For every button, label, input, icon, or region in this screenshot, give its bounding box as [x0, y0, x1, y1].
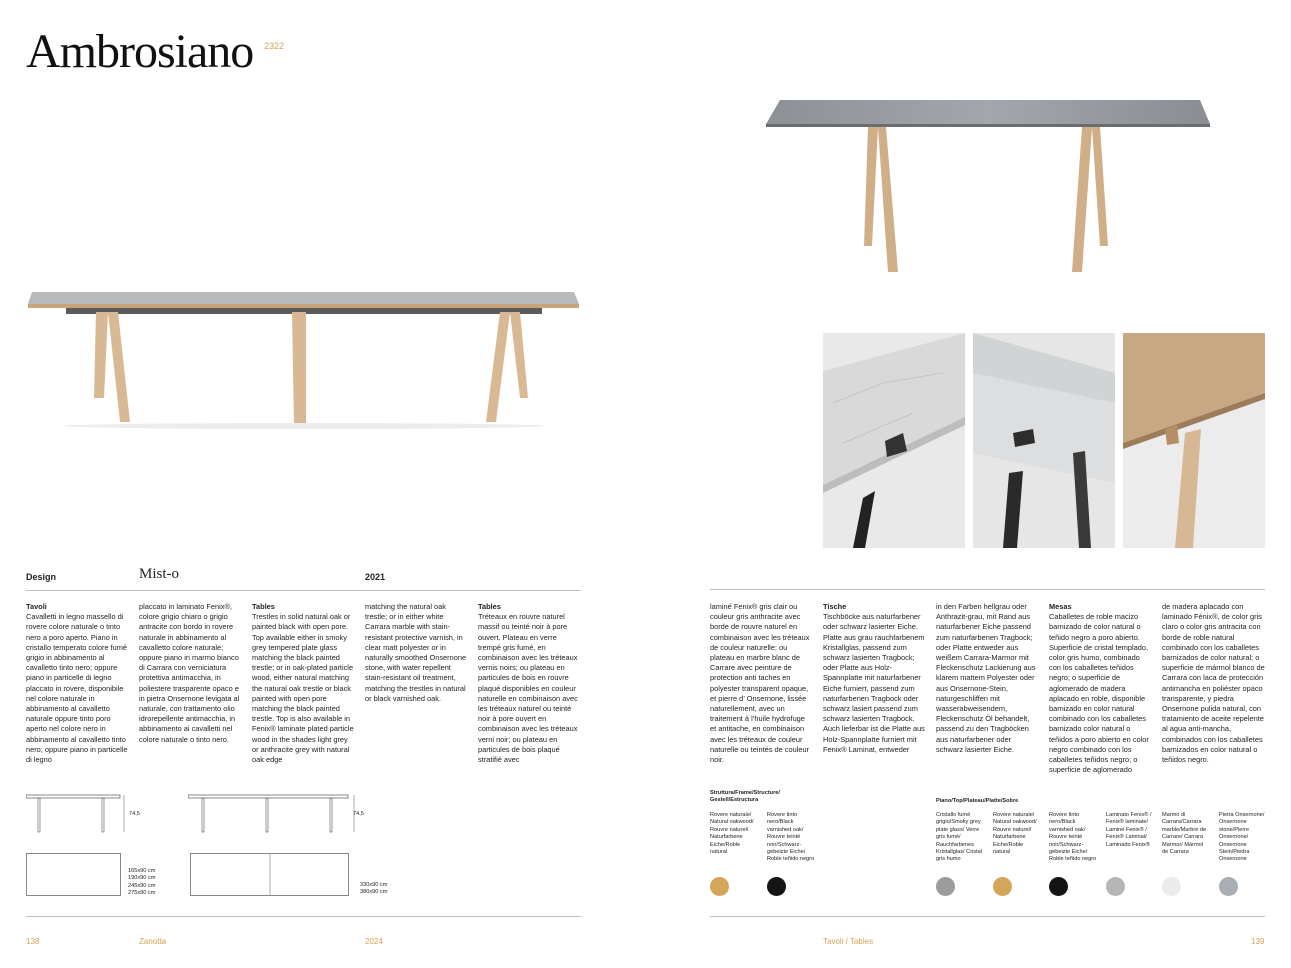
top-finishes-heading: Piano/Top/Plateau/Platte/Sobre: [936, 798, 1019, 804]
text-body: Cavalletti in legno massello di rovere colore naturale o tinto nero a poro aperto. Piano in cristallo temperato colore fumé grigio in abbinamento al cavalletto tinto nero; oppure piano in particelle di legno placcato in rovere, disponibile nel colore naturale in abbinamento al cavalletto naturale oppure tinto poro aperto nel colore nero in abbinamento al cavalletto tinto nero; oppure piano in particelle di legno: [26, 612, 128, 765]
text-body: Tréteaux en rouvre naturel massif ou teinté noir à pore ouvert. Plateau en verre trempé gris fumé, en combinaison avec les tréteaux vernis noirs; ou plateau en particules de bois en rouvre plaqué disponibles en couleur naturelle en combinaison avec les tréteaux naturel ou teinté noir à pore ouvert en combinaison avec les tréteaux verni noir; ou plateau en particules de bois plaqué stratifié avec: [478, 612, 578, 765]
catalog-year: 2024: [365, 937, 383, 946]
finish-swatch: [1162, 877, 1181, 896]
divider: [26, 590, 581, 591]
text-col-es-2: de madera aplacado con laminado Fénix®, de color gris claro o color gris antracita con borde de roble natural combinado con los caballetes barnizados de color natural; o superficie de mármol blanco de Carrara con laca de protección antimancha en poliéster opaco transparente, y piedra Onsernone pulida natural, con tratamiento de aceite repelente al agua anti-mancha, combinados con los caballetes barnizados en color natural o teñidos negro.: [1162, 602, 1265, 765]
table-photo-large: [26, 282, 582, 432]
size-item: 165x90 cm: [128, 868, 156, 874]
page-number-left: 138: [26, 937, 40, 946]
text-col-fr: [478, 602, 581, 765]
plan-drawing-short: [26, 853, 122, 897]
page-number-right: 139: [1251, 937, 1265, 946]
heading-tables: Tables: [252, 602, 275, 611]
page-title: Ambrosiano: [26, 25, 254, 78]
size-list-short: [128, 868, 155, 898]
finish-swatch: [1219, 877, 1238, 896]
size-list-long: [360, 882, 387, 897]
size-item: 380x90 cm: [360, 889, 388, 896]
text-body: Trestles in solid natural oak or painted black with open pore. Top available either in smoky grey tempered plate glass matching the black painted trestle; or in oak-plated particle wood, either natural matching the natural oak trestle or black painted with open pore matching the black painted trestle. Top is also available in Fenix® laminate plated particle wood in the shades light grey or anthracite grey with natural oak edge: [252, 612, 354, 765]
design-label: Design: [26, 572, 57, 582]
finish-swatch: [1106, 877, 1125, 896]
size-item: 330x90 cm: [360, 882, 388, 888]
size-item: 245x90 cm: [128, 882, 156, 889]
plan-drawing-long: [190, 853, 352, 897]
heading-tables-fr: Tables: [478, 602, 501, 611]
footer-divider: [26, 916, 581, 917]
divider-right: [710, 589, 1265, 590]
finish-label: Marmo di Carrara/Carrara marble/Marbre de Carrare/ Carrara Marmor/ Mármol de Carrara: [1162, 812, 1207, 856]
table-photo-top: [764, 96, 1214, 276]
finish-swatch: [936, 877, 955, 896]
height-label-2: 74,5: [353, 811, 364, 817]
finish-swatch: [1049, 877, 1068, 896]
finish-label: Rovere naturale/ Natural oakwood/ Rouvre naturel/ Naturfarbene Eiche/Roble natural: [710, 812, 754, 856]
finish-label: Rovere naturale/ Natural oakwood/ Rouvre naturel/ Naturfarbene Eiche/Roble natural: [993, 812, 1037, 856]
finish-swatch: [710, 877, 729, 896]
finish-label: Rovere tinto nero/Black varnished oak/ Rouvre teinté noir/Schwarz-gebeizte Eiche/ Roble teñido negro: [767, 812, 815, 863]
footer-divider-right: [710, 916, 1265, 917]
product-code: 2322: [264, 41, 285, 51]
finish-swatch: [993, 877, 1012, 896]
text-col-it-2: placcato in laminato Fenix®, colore grigio chiaro o grigio antracite con bordo in rovere naturale in abbinamento al cavalletto colore naturale; oppure piano in marmo bianco di Carrara con verniciatura protettiva antimacchia, in poliestere trasparente opaco e in pietra Onsernone levigata al naturale, con trattamento olio idrorepellente antimacchia, in abbinamento ai cavalletti nel colore naturale o tinto nero.: [139, 602, 240, 744]
heading-mesas: Mesas: [1049, 602, 1072, 611]
design-year: 2021: [365, 572, 386, 582]
elevation-drawing-short: [26, 792, 126, 836]
brand-name: Zanotta: [139, 937, 167, 946]
designer-name: Mist-o: [139, 566, 180, 582]
section-name: Tavoli / Tables: [823, 937, 874, 946]
text-col-de: [823, 602, 926, 755]
height-label: 74,5: [129, 811, 140, 817]
finish-swatch: [767, 877, 786, 896]
finish-label: Cristallo fumé grigio/Smoky grey plate glass/ Verre gris fumé/ Rauchfarbenes Kristallglas/ Cristal gris humo: [936, 812, 983, 863]
elevation-drawing-long: [188, 792, 358, 836]
text-col-it: [26, 602, 129, 765]
text-col-es: [1049, 602, 1152, 775]
detail-photo-oak: [1123, 333, 1265, 548]
text-body: Tischböcke aus naturfarbener oder schwarz lasierter Eiche. Platte aus grau rauchfarbenem Kristallglas, passend zum schwarz lasierten Tragbock; oder Platte aus Holz-Spannplatte mit naturfarbener Eiche furniert, passend zum naturfarbenen Tragbock oder schwarz lasiert passend zum schwarz lasierten Tragbock. Auch lieferbar ist die Platte aus Holz-Spannplatte furniert mit Fenix® Laminat, entweder: [823, 612, 925, 754]
heading-tavoli: Tavoli: [26, 602, 47, 611]
size-item: 275x90 cm: [128, 890, 156, 897]
text-col-en-2: matching the natural oak trestle; or in either white Carrara marble with stain-resistant protective varnish, in clear matt polyester or in naturally smoothed Onsernone stone, with water repellent stain-resistant oil treatment, matching the trestles in natural or black varnished oak.: [365, 602, 467, 703]
heading-tische: Tische: [823, 602, 847, 611]
text-body: Caballetes de roble macizo barnizado de color natural o teñido negro a poro abierto. Superficie de cristal templado, color gris humo, combinado con los caballetes teñidos negro; o superficie de aglomerado de madera aplacado en roble, disponible barnizado en color natural combinado con los caballetes barnizado color natural o teñidos a poro abierto en color negro combinado con los caballetes teñidos negro; o superficie de aglomerado: [1049, 612, 1149, 775]
text-col-de-2: in den Farben hellgrau oder Anthrazit-grau, mit Rand aus naturfarbener Eiche passend zum naturfarbenen Tragbock; oder Platte entweder aus weißem Carrara-Marmor mit Fleckenschutz Lackierung aus klarem mattem Polyester oder aus Onsernone-Stein, naturgeschliffen mit wasserabweisendem, Fleckenschutz Öl behandelt, passend zu den Tragböcken aus naturfarbener oder schwarz lasierter Eiche.: [936, 602, 1036, 754]
detail-photo-glass: [973, 333, 1115, 548]
frame-finishes-heading: Struttura/Frame/Structure/ Gestell/Estructura: [710, 790, 780, 804]
finish-label: Pietra Onsernone/ Onsernone stone/Pierre Onsernone/ Onsernone Stein/Piedra Onsernone: [1219, 812, 1265, 863]
size-item: 190x90 cm: [128, 875, 156, 882]
text-col-en: [252, 602, 355, 765]
finish-label: Rovere tinto nero/Black varnished oak/ Rouvre teinté noir/Schwarz-gebeizte Eiche/ Roble teñido negro: [1049, 812, 1097, 863]
text-col-fr-2: laminé Fenix® gris clair ou couleur gris anthracite avec borde de rouvre naturel en combinaison avec les tréteaux de couleur naturelle; ou plateau en marbre blanc de Carrare avec peinture de protection anti taches en polyester transparent opaque, et pierre d’ Onsernone, lissée naturellement, avec un traitement à l’huile hydrofuge et antitache, en combinaison avec les tréteaux de couleur naturelle ou teintés de couleur noir.: [710, 602, 810, 765]
detail-photo-marble: [823, 333, 965, 548]
finish-label: Laminato Fenix® / Fenix® laminate/ Laminé Fenix® / Fenix® Laminat/ Laminado Fenix®: [1106, 812, 1152, 848]
